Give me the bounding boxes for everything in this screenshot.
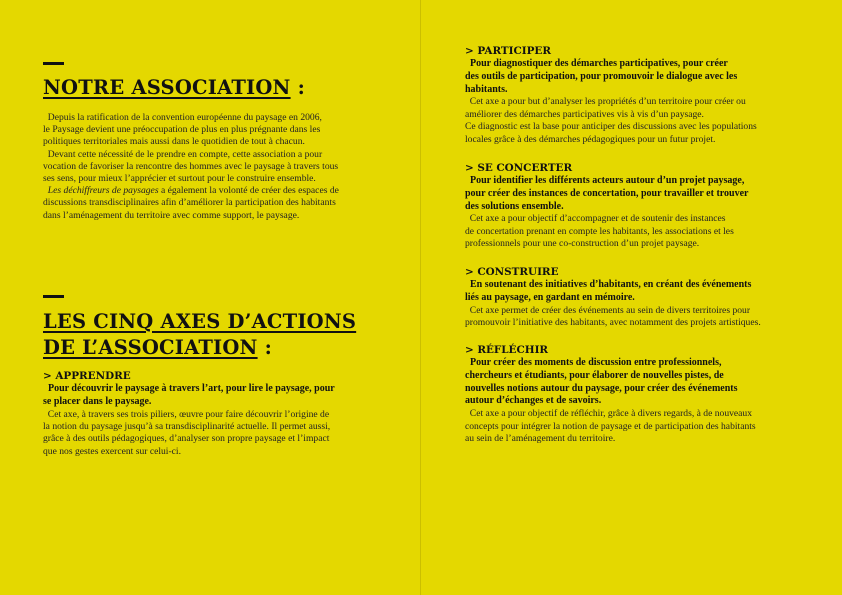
axis-participer: > PARTICIPER Pour diagnostiquer des démarches participatives, pour créer des outils de participation, pour promouvoir le dialogue avec les habitants. Cet axe a pour but d’analyser les propriétés d’un territoire pour créer ou améliorer des démarches participatives vis à vis d’un paysage. Ce diagnostic est la base pour anticiper des discussions avec les populations locales grâce à des démarches pédagogiques pour un futur projet.	[465, 45, 757, 145]
axis-se-concerter: > SE CONCERTER Pour identifier les différents acteurs autour d’un projet paysage, pour créer des instances de concertation, pour travailler et trouver des solutions ensemble. Cet axe a pour objectif d’accompagner et de soutenir des instances de concertation prenant en compte les habitants, les associations et les professionnels pour une co-construction d’un projet paysage.	[465, 162, 749, 250]
association-paragraph: Depuis la ratification de la convention européenne du paysage en 2006, le Paysage devient une préoccupation de plus en plus prégnante dans les politiques territoriales mais aussi dans le quotidien de tout à chacun. Devant cette nécessité de le prendre en compte, cette association a pour vocation de favoriser la rencontre des hommes avec le paysage à travers tous ses sens, pour mieux l’apprécier et surtout pour le construire ensemble. Les déchiffreurs de paysages a également la volonté de créer des espaces de discussions transdisciplinaires afin d’améliorer la participation des habitants dans l’aménagement du territoire avec comme support, le paysage.	[43, 112, 403, 222]
association-paragraph-line: Les déchiffreurs de paysages a également la volonté de créer des espaces de	[47, 185, 339, 197]
right-page	[421, 0, 842, 595]
axis-reflechir: > RÉFLÉCHIR Pour créer des moments de discussion entre professionnels, chercheurs et étudiants, pour élaborer de nouvelles pistes, de nouvelles notions autour du paysage, pour créer des événements autour d’échanges et de savoirs. Cet axe a pour objectif de réfléchir, grâce à divers regards, à de nouveaux concepts pour intégrer la notion de paysage et de participation des habitants au sein de l’aménagement du territoire.	[465, 344, 756, 444]
association-heading: NOTRE ASSOCIATION :	[43, 76, 305, 99]
axis-apprendre: > APPRENDRE Pour découvrir le paysage à travers l’art, pour lire le paysage, pour se placer dans le paysage. Cet axe, à travers ses trois piliers, œuvre pour faire découvrir l’origine de la notion du paysage jusqu’à sa transdisciplinarité actuelle. Il permet aussi, grâce à des outils pédagogiques, d’analyser son propre paysage et l’impact que nos gestes exercent sur celui-ci.	[43, 370, 335, 457]
section-dash	[43, 295, 64, 298]
axis-construire: > CONSTRUIRE En soutenant des initiatives d’habitants, en créant des événements liés au paysage, en gardant en mémoire. Cet axe permet de créer des événements au sein de divers territoires pour promouvoir l’initiative des habitants, avec notamment des projets artistiques.	[465, 266, 761, 328]
axes-heading-line1: LES CINQ AXES D’ACTIONS	[43, 310, 357, 333]
axes-heading-line2: DE L’ASSOCIATION :	[43, 336, 272, 359]
left-page	[0, 0, 420, 595]
section-dash	[43, 62, 64, 65]
